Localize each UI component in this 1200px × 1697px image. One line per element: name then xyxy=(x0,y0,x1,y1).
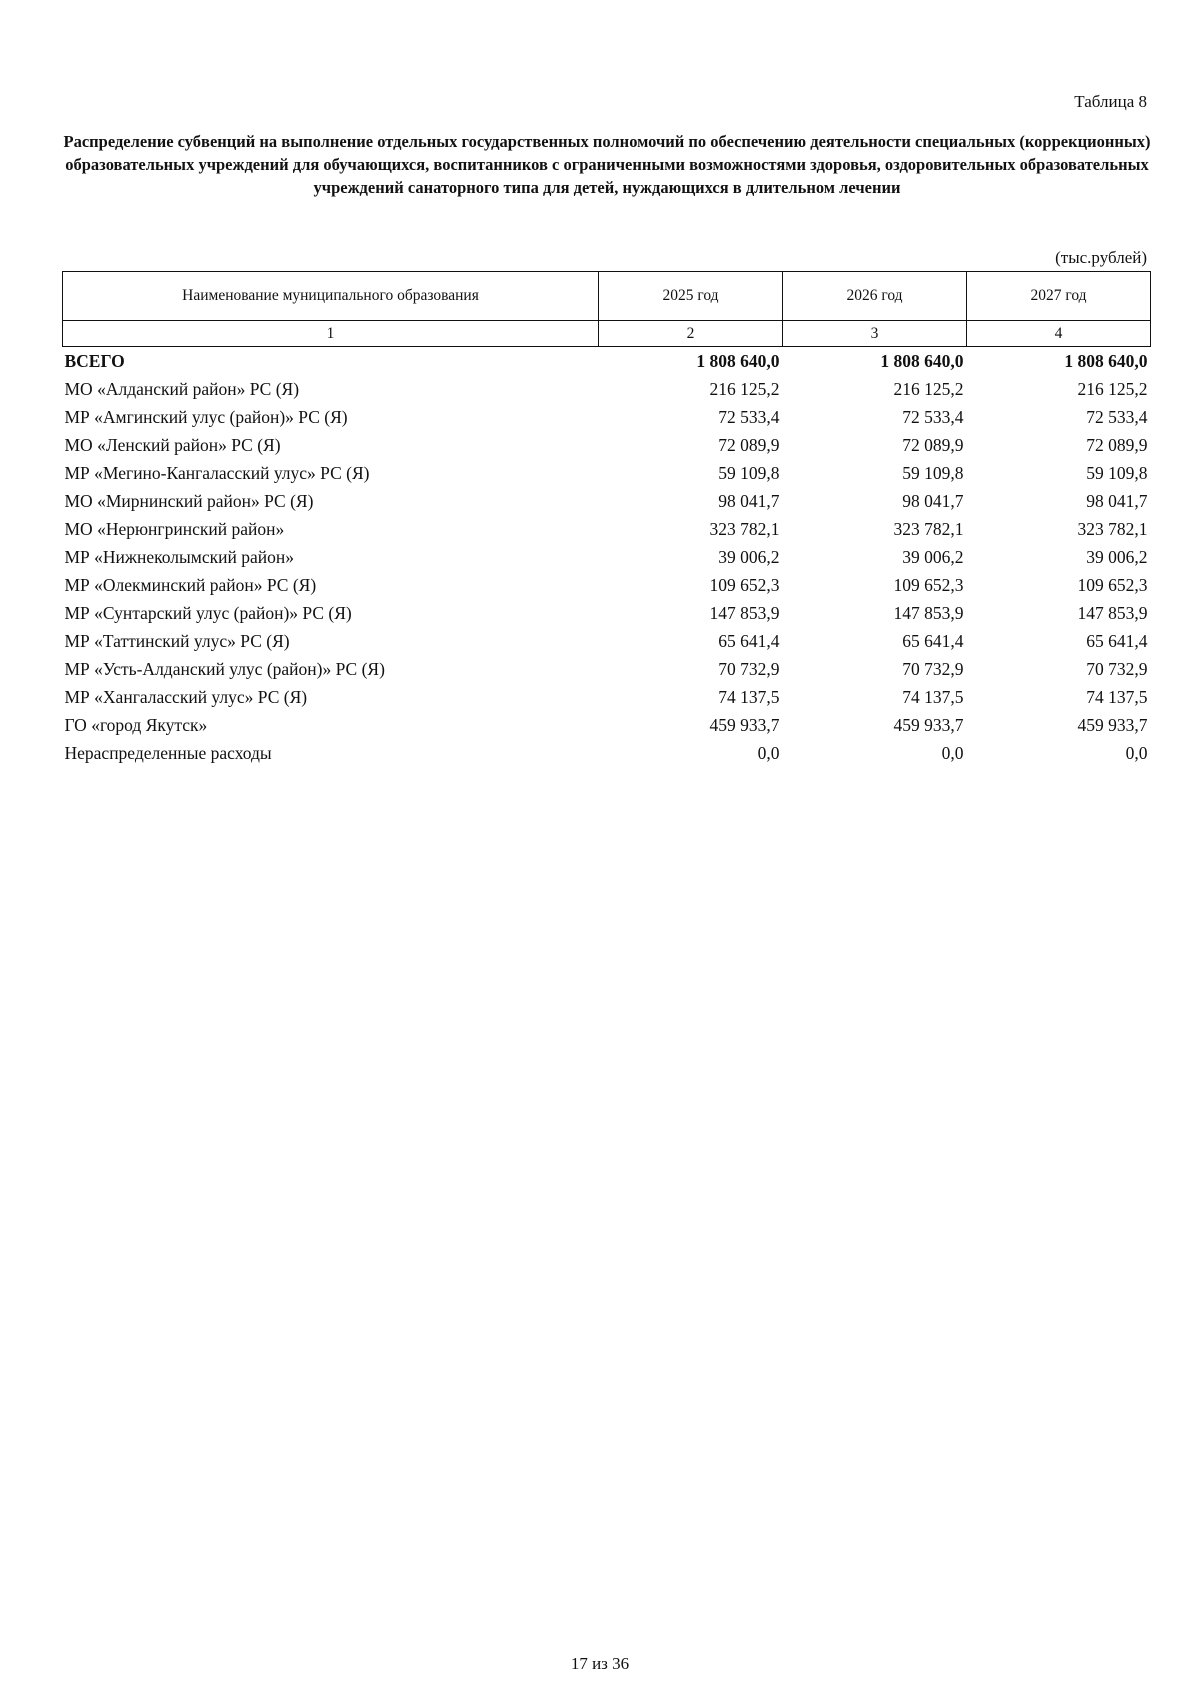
header-year-2027: 2027 год xyxy=(967,272,1151,321)
amount-2027: 39 006,2 xyxy=(1086,546,1148,567)
amount-2025: 65 641,4 xyxy=(718,630,780,651)
document-title: Распределение субвенций на выполнение отдельных государственных полномочий по обеспечению деятельности специальных (коррекционных) образовательных учреждений для обучающихся, воспитанников с ограниченными возможностями здоровья, оздоровительных образовательных учреждений санаторного типа для детей, нуждающихся в длительном лечении xyxy=(63,132,1151,197)
amount-2026: 109 652,3 xyxy=(893,574,964,595)
amount-2027: 216 125,2 xyxy=(1077,378,1148,399)
amount-2025: 98 041,7 xyxy=(718,490,780,511)
municipality-name: МР «Олекминский район» РС (Я) xyxy=(64,574,317,595)
amount-2027: 109 652,3 xyxy=(1077,574,1148,595)
municipality-name: МР «Амгинский улус (район)» РС (Я) xyxy=(64,406,348,427)
table-row xyxy=(63,739,1151,767)
column-number: 4 xyxy=(967,321,1151,347)
amount-2025: 0,0 xyxy=(757,742,780,763)
municipality-name: МР «Усть-Алданский улус (район)» РС (Я) xyxy=(64,658,385,679)
table-row xyxy=(63,515,1151,543)
amount-2025: 459 933,7 xyxy=(709,714,780,735)
table-header-row xyxy=(63,272,1151,321)
municipality-name: ГО «город Якутск» xyxy=(64,714,208,735)
amount-2025: 109 652,3 xyxy=(709,574,780,595)
amount-2026: 39 006,2 xyxy=(902,546,964,567)
amount-2026: 65 641,4 xyxy=(902,630,964,651)
municipality-name: МО «Нерюнгринский район» xyxy=(64,518,285,539)
table-row xyxy=(63,459,1151,487)
amount-2027: 65 641,4 xyxy=(1086,630,1148,651)
table-row xyxy=(63,375,1151,403)
municipality-name: МР «Таттинский улус» РС (Я) xyxy=(64,630,290,651)
amount-2026: 70 732,9 xyxy=(902,658,964,679)
table-row xyxy=(63,655,1151,683)
table-row xyxy=(63,403,1151,431)
table-row xyxy=(63,683,1151,711)
amount-2027: 1 808 640,0 xyxy=(1064,350,1148,371)
amount-2027: 98 041,7 xyxy=(1086,490,1148,511)
amount-2025: 59 109,8 xyxy=(718,462,780,483)
page-number: 17 из 36 xyxy=(570,1654,630,1673)
amount-2026: 216 125,2 xyxy=(893,378,964,399)
amount-2027: 147 853,9 xyxy=(1077,602,1148,623)
table-row xyxy=(63,543,1151,571)
units-label: (тыс.рублей) xyxy=(1055,248,1147,267)
amount-2025: 323 782,1 xyxy=(709,518,780,539)
amount-2027: 72 089,9 xyxy=(1086,434,1148,455)
amount-2027: 0,0 xyxy=(1125,742,1148,763)
municipality-name: МР «Мегино-Кангаласский улус» РС (Я) xyxy=(64,462,370,483)
table-row xyxy=(63,431,1151,459)
header-year-2026: 2026 год xyxy=(783,272,967,321)
municipality-name: МР «Хангаласский улус» РС (Я) xyxy=(64,686,308,707)
amount-2025: 216 125,2 xyxy=(709,378,780,399)
table-body xyxy=(63,347,1151,768)
table-row xyxy=(63,627,1151,655)
amount-2025: 70 732,9 xyxy=(718,658,780,679)
column-number: 1 xyxy=(63,321,599,347)
amount-2025: 74 137,5 xyxy=(718,686,780,707)
amount-2026: 59 109,8 xyxy=(902,462,964,483)
amount-2026: 147 853,9 xyxy=(893,602,964,623)
municipality-name: Нераспределенные расходы xyxy=(64,742,272,763)
total-row xyxy=(63,347,1151,376)
amount-2027: 459 933,7 xyxy=(1077,714,1148,735)
header-municipality: Наименование муниципального образования xyxy=(63,272,599,321)
header-year-2025: 2025 год xyxy=(599,272,783,321)
municipality-name: ВСЕГО xyxy=(64,350,125,371)
amount-2026: 459 933,7 xyxy=(893,714,964,735)
column-number: 3 xyxy=(783,321,967,347)
table-label: Таблица 8 xyxy=(1074,92,1147,111)
amount-2025: 39 006,2 xyxy=(718,546,780,567)
subventions-table xyxy=(62,271,1151,767)
municipality-name: МР «Сунтарский улус (район)» РС (Я) xyxy=(64,602,352,623)
amount-2025: 72 089,9 xyxy=(718,434,780,455)
municipality-name: МР «Нижнеколымский район» xyxy=(64,546,294,567)
amount-2027: 74 137,5 xyxy=(1086,686,1148,707)
amount-2026: 0,0 xyxy=(941,742,964,763)
table-row xyxy=(63,711,1151,739)
amount-2026: 323 782,1 xyxy=(893,518,964,539)
amount-2026: 72 533,4 xyxy=(902,406,964,427)
amount-2027: 59 109,8 xyxy=(1086,462,1148,483)
amount-2027: 72 533,4 xyxy=(1086,406,1148,427)
amount-2026: 98 041,7 xyxy=(902,490,964,511)
column-number: 2 xyxy=(599,321,783,347)
table-row xyxy=(63,487,1151,515)
municipality-name: МО «Алданский район» РС (Я) xyxy=(64,378,300,399)
amount-2026: 1 808 640,0 xyxy=(880,350,964,371)
amount-2027: 323 782,1 xyxy=(1077,518,1148,539)
table-row xyxy=(63,599,1151,627)
amount-2025: 72 533,4 xyxy=(718,406,780,427)
amount-2026: 72 089,9 xyxy=(902,434,964,455)
amount-2027: 70 732,9 xyxy=(1086,658,1148,679)
table-row xyxy=(63,571,1151,599)
amount-2026: 74 137,5 xyxy=(902,686,964,707)
municipality-name: МО «Ленский район» РС (Я) xyxy=(64,434,281,455)
column-number-row xyxy=(63,321,1151,347)
municipality-name: МО «Мирнинский район» РС (Я) xyxy=(64,490,314,511)
amount-2025: 147 853,9 xyxy=(709,602,780,623)
amount-2025: 1 808 640,0 xyxy=(696,350,780,371)
